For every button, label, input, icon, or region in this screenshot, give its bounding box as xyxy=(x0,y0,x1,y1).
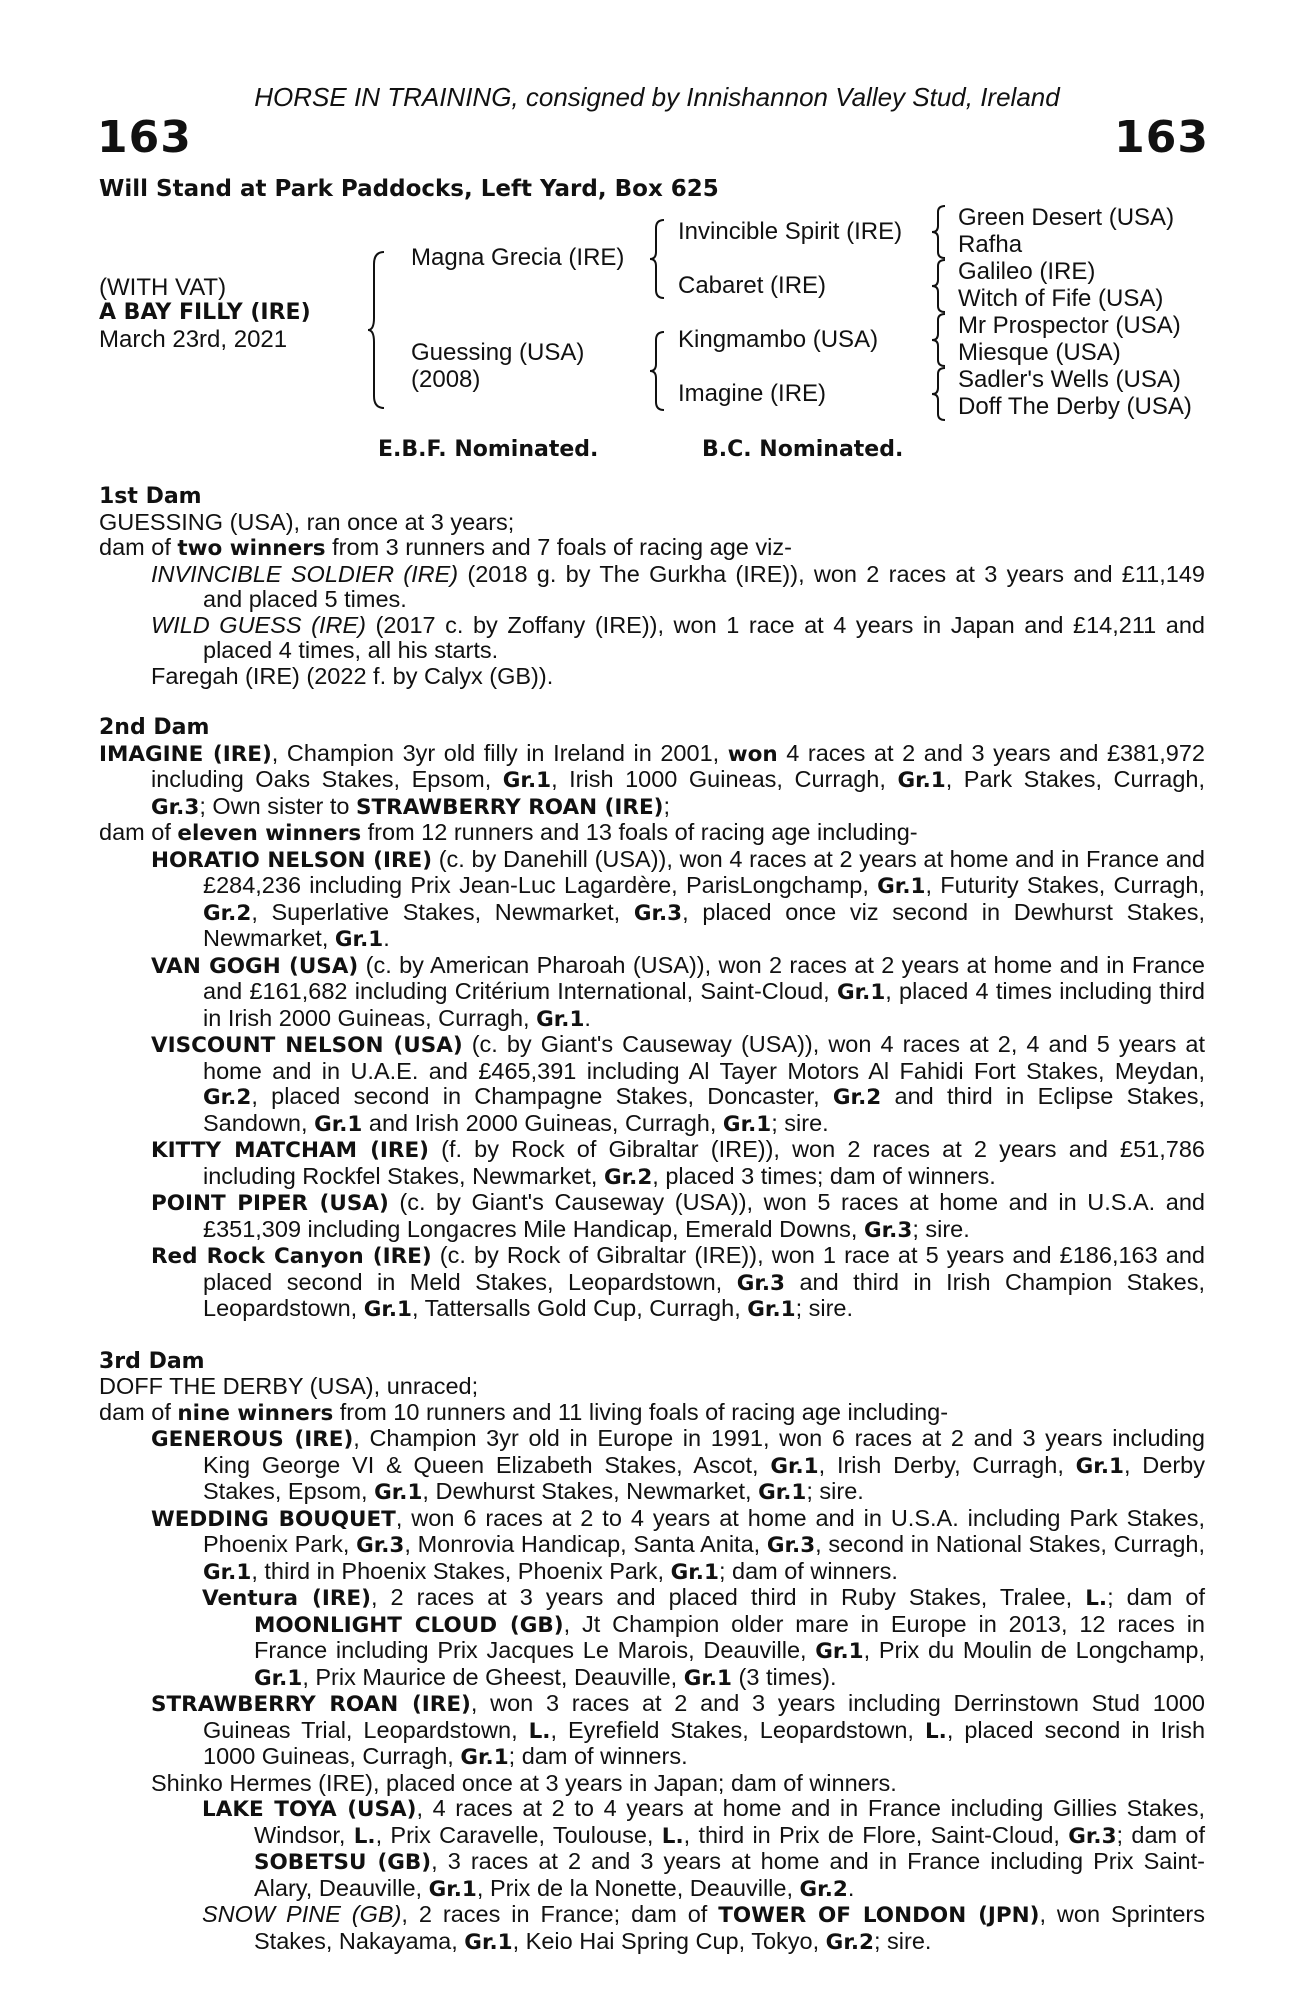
brace-sire xyxy=(650,218,668,300)
grandsire-1: Green Desert (USA) xyxy=(958,204,1175,231)
brace-g34 xyxy=(932,258,948,314)
dam-year: (2008) xyxy=(411,366,481,393)
grandsire-3: Galileo (IRE) xyxy=(958,258,1096,285)
produce-van-gogh: VAN GOGH (USA) (c. by American Pharoah (USA)), won 2 races at 2 years at home and in France and £161,682 including Critérium International, Saint-Cloud, Gr.1, placed 4 times including third in Irish 2000 Guineas, Curragh, Gr.1. xyxy=(151,951,1205,1032)
produce-kitty-matcham: KITTY MATCHAM (IRE) (f. by Rock of Gibraltar (IRE)), won 2 races at 2 years and £51,786 including Rockfel Stakes, Newmarket, Gr.2, placed 3 times; dam of winners. xyxy=(151,1136,1205,1190)
second-dam-imagine: IMAGINE (IRE), Champion 3yr old filly in Ireland in 2001, won 4 races at 2 and 3 years and £381,972 including Oaks Stakes, Epsom, Gr.1, Irish 1000 Guineas, Curragh, Gr.1, Park Stakes, Curragh, Gr.3; Own sister to STRAWBERRY ROAN (IRE); xyxy=(99,739,1205,820)
sire-name: Magna Grecia (IRE) xyxy=(411,244,625,271)
first-dam-produce-summary: dam of two winners from 3 runners and 7 foals of racing age viz- xyxy=(99,534,792,561)
produce-wild-guess: WILD GUESS (IRE) (2017 c. by Zoffany (IRE)), won 1 race at 4 years in Japan and £14,211 and placed 4 times, all his starts. xyxy=(151,611,1205,663)
dam-name: Guessing (USA) xyxy=(411,339,585,366)
produce-invincible-soldier: INVINCIBLE SOLDIER (IRE) (2018 g. by The Gurkha (IRE)), won 2 races at 3 years and £11,149 and placed 5 times. xyxy=(151,560,1205,612)
grandsire-5: Mr Prospector (USA) xyxy=(958,312,1181,339)
brace-g78 xyxy=(932,366,948,422)
third-dam-line: DOFF THE DERBY (USA), unraced; xyxy=(99,1373,479,1399)
brace-lot xyxy=(368,250,388,410)
first-dam-line: GUESSING (USA), ran once at 3 years; xyxy=(99,508,515,535)
foaling-date: March 23rd, 2021 xyxy=(99,326,288,353)
produce-strawberry-roan: STRAWBERRY ROAN (IRE), won 3 races at 2 and 3 years including Derrinstown Stud 1000 Guineas Trial, Leopardstown, L., Eyrefield Stakes, Leopardstown, L., placed second in Irish 1000 Guineas, Curragh, Gr.1; dam of winners. xyxy=(151,1690,1206,1770)
produce-shinko-hermes: Shinko Hermes (IRE), placed once at 3 years in Japan; dam of winners. xyxy=(151,1769,897,1796)
second-dam-produce-summary: dam of eleven winners from 12 runners and 13 foals of racing age including- xyxy=(99,819,918,846)
brace-g56 xyxy=(932,312,948,368)
lot-number-left: 163 xyxy=(97,112,192,163)
produce-generous: GENEROUS (IRE), Champion 3yr old in Europe in 1991, won 6 races at 2 and 3 years including King George VI & Queen Elizabeth Stakes, Ascot, Gr.1, Irish Derby, Curragh, Gr.1, Derby Stakes, Epsom, Gr.1, Dewhurst Stakes, Newmarket, Gr.1; sire. xyxy=(151,1425,1205,1505)
produce-lake-toya: LAKE TOYA (USA), 4 races at 2 to 4 years at home and in France including Gillies Stakes, Windsor, L., Prix Caravelle, Toulouse, L., third in Prix de Flore, Saint-Cloud, Gr.3; dam of SOBETSU (GB), 3 races at 2 and 3 years at home and in France including Prix Saint-Alary, Deauville, Gr.1, Prix de la Nonette, Deauville, Gr.2. xyxy=(202,1795,1206,1902)
family-details xyxy=(99,484,1205,1955)
sire-dam: Cabaret (IRE) xyxy=(678,272,827,299)
third-dam-produce-summary: dam of nine winners from 10 runners and 11 living foals of racing age including- xyxy=(99,1398,949,1426)
produce-point-piper: POINT PIPER (USA) (c. by Giant's Causeway (USA)), won 5 races at home and in U.S.A. and £351,309 including Longacres Mile Handicap, Emerald Downs, Gr.3; sire. xyxy=(151,1189,1205,1243)
second-dam-title: 2nd Dam xyxy=(99,715,210,740)
ebf-nominated: E.B.F. Nominated. xyxy=(378,437,599,462)
first-dam-title: 1st Dam xyxy=(99,484,202,509)
stand-location: Will Stand at Park Paddocks, Left Yard, Box 625 xyxy=(99,176,719,202)
grandsire-8: Doff The Derby (USA) xyxy=(958,393,1192,420)
produce-wedding-bouquet: WEDDING BOUQUET, won 6 races at 2 to 4 years at home and in U.S.A. including Park Stakes, Phoenix Park, Gr.3, Monrovia Handicap, Santa Anita, Gr.3, second in National Stakes, Curragh, Gr.1, third in Phoenix Stakes, Phoenix Park, Gr.1; dam of winners. xyxy=(151,1504,1206,1585)
page-header: HORSE IN TRAINING, consigned by Innishannon Valley Stud, Ireland xyxy=(254,82,1060,112)
brace-g12 xyxy=(932,204,948,260)
produce-viscount-nelson: VISCOUNT NELSON (USA) (c. by Giant's Causeway (USA)), won 4 races at 2, 4 and 5 years at home and in U.A.E. and £465,391 including Al Tayer Motors Al Fahidi Fort Stakes, Meydan, Gr.2, placed second in Champagne Stakes, Doncaster, Gr.2 and third in Eclipse Stakes, Sandown, Gr.1 and Irish 2000 Guineas, Curragh, Gr.1; sire. xyxy=(151,1031,1205,1137)
grandsire-6: Miesque (USA) xyxy=(958,339,1121,366)
lot-name: A BAY FILLY (IRE) xyxy=(99,300,311,325)
produce-faregah: Faregah (IRE) (2022 f. by Calyx (GB)). xyxy=(151,662,554,689)
vat-note: (WITH VAT) xyxy=(99,274,227,301)
dam-sire: Kingmambo (USA) xyxy=(678,326,879,353)
dam-dam: Imagine (IRE) xyxy=(678,380,827,407)
produce-snow-pine: SNOW PINE (GB), 2 races in France; dam of TOWER OF LONDON (JPN), won Sprinters Stakes, Nakayama, Gr.1, Keio Hai Spring Cup, Tokyo, Gr.2; sire. xyxy=(202,1901,1205,1955)
produce-ventura: Ventura (IRE), 2 races at 3 years and placed third in Ruby Stakes, Tralee, L.; dam of MOONLIGHT CLOUD (GB), Jt Champion older mare in Europe in 2013, 12 races in France including Prix Jacques Le Marois, Deauville, Gr.1, Prix du Moulin de Longchamp, Gr.1, Prix Maurice de Gheest, Deauville, Gr.1 (3 times). xyxy=(202,1584,1205,1691)
brace-dam xyxy=(650,330,668,412)
third-dam-title: 3rd Dam xyxy=(99,1348,205,1374)
grandsire-2: Rafha xyxy=(958,231,1023,258)
bc-nominated: B.C. Nominated. xyxy=(702,437,904,462)
sire-sire: Invincible Spirit (IRE) xyxy=(678,218,903,245)
produce-horatio-nelson: HORATIO NELSON (IRE) (c. by Danehill (USA)), won 4 races at 2 years at home and in France and £284,236 including Prix Jean-Luc Lagardère, ParisLongchamp, Gr.1, Futurity Stakes, Curragh, Gr.2, Superlative Stakes, Newmarket, Gr.3, placed once viz second in Dewhurst Stakes, Newmarket, Gr.1. xyxy=(151,845,1205,952)
lot-number-right: 163 xyxy=(1114,112,1209,163)
grandsire-4: Witch of Fife (USA) xyxy=(958,285,1164,312)
produce-red-rock-canyon: Red Rock Canyon (IRE) (c. by Rock of Gibraltar (IRE)), won 1 race at 5 years and £186,163 and placed second in Meld Stakes, Leopardstown, Gr.3 and third in Irish Champion Stakes, Leopardstown, Gr.1, Tattersalls Gold Cup, Curragh, Gr.1; sire. xyxy=(151,1242,1205,1322)
grandsire-7: Sadler's Wells (USA) xyxy=(958,366,1181,393)
